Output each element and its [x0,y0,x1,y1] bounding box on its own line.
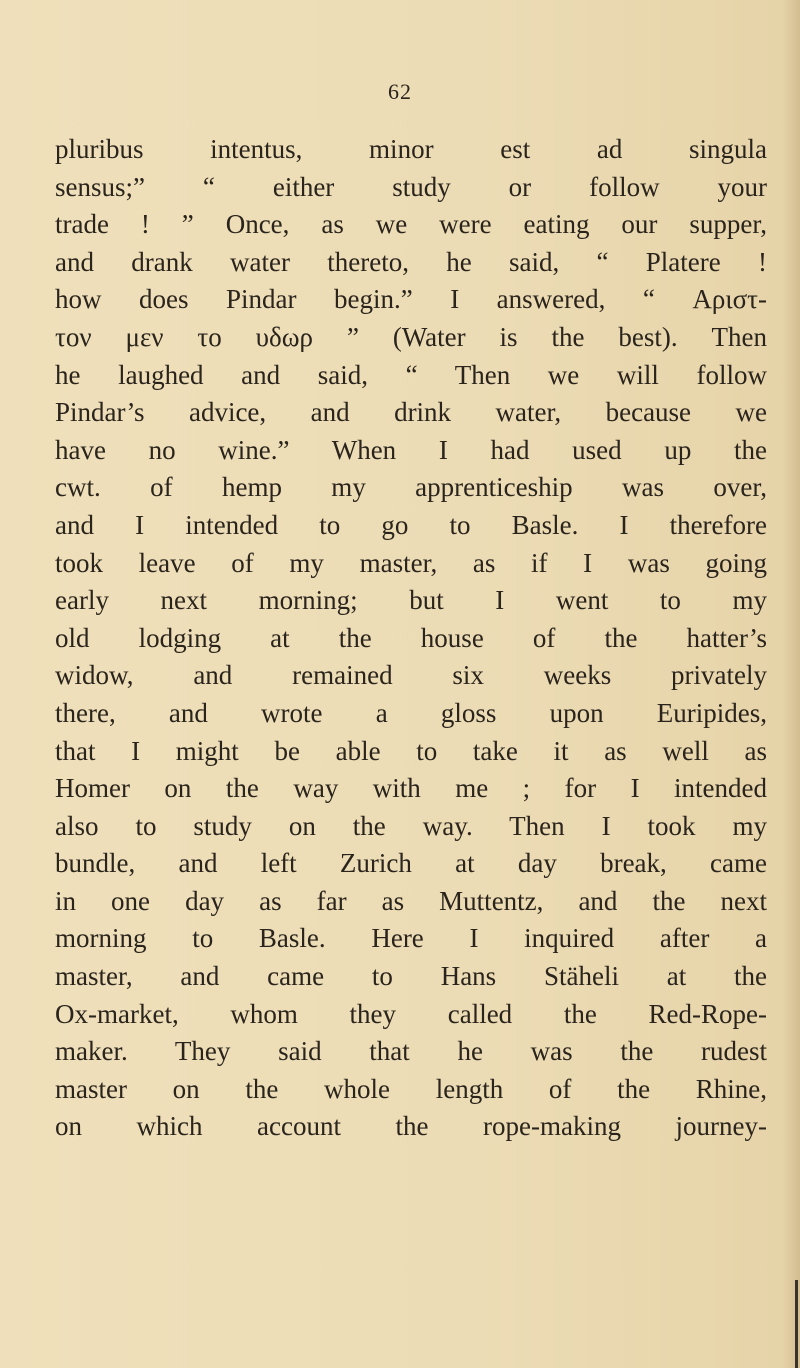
text-line: that I might be able to take it as well as [55,735,767,766]
text-line: Homer on the way with me ; for I intended [55,773,767,804]
text-line: bundle, and left Zurich at day break, came [55,848,767,879]
text-line: pluribus intentus, minor est ad singula [55,134,767,164]
text-line: master, and came to Hans Stäheli at the [55,961,767,992]
text-line: master on the whole length of the Rhine, [55,1073,767,1104]
body-text [55,131,767,1146]
text-line: early next morning; but I went to my [55,585,767,616]
page-number: 62 [388,79,412,104]
text-line: in one day as far as Muttentz, and the next [55,885,767,916]
text-line: maker. They said that he was the rudest [55,1036,767,1067]
text-line: have no wine.” When I had used up the [55,434,767,465]
text-line: widow, and remained six weeks privately [55,660,767,691]
text-line: and drank water thereto, he said, “ Platere ! [55,246,767,277]
text-line: Ox-market, whom they called the Red-Rope- [55,998,767,1029]
text-line: old lodging at the house of the hatter’s [55,622,767,653]
text-line: trade ! ” Once, as we were eating our supper, [55,209,767,240]
text-line: also to study on the way. Then I took my [55,810,767,841]
text-line: he laughed and said, “ Then we will follow [55,359,767,390]
text-line: morning to Basle. Here I inquired after a [55,923,767,954]
text-line: took leave of my master, as if I was going [55,547,767,578]
text-line: Pindar’s advice, and drink water, because we [55,397,767,428]
text-line: how does Pindar begin.” I answered, “ Αριστ- [55,284,767,315]
page-edge-mark [795,1280,798,1368]
page-edge-shadow [782,0,800,1368]
text-line: there, and wrote a gloss upon Euripides, [55,697,767,728]
text-line: cwt. of hemp my apprenticeship was over, [55,472,767,503]
text-line: on which account the rope-making journey- [55,1111,767,1142]
text-line: and I intended to go to Basle. I therefore [55,509,767,540]
text-line: sensus;” “ either study or follow your [55,171,767,202]
text-line: τον μεν το υδωρ ” (Water is the best). Then [55,321,767,352]
